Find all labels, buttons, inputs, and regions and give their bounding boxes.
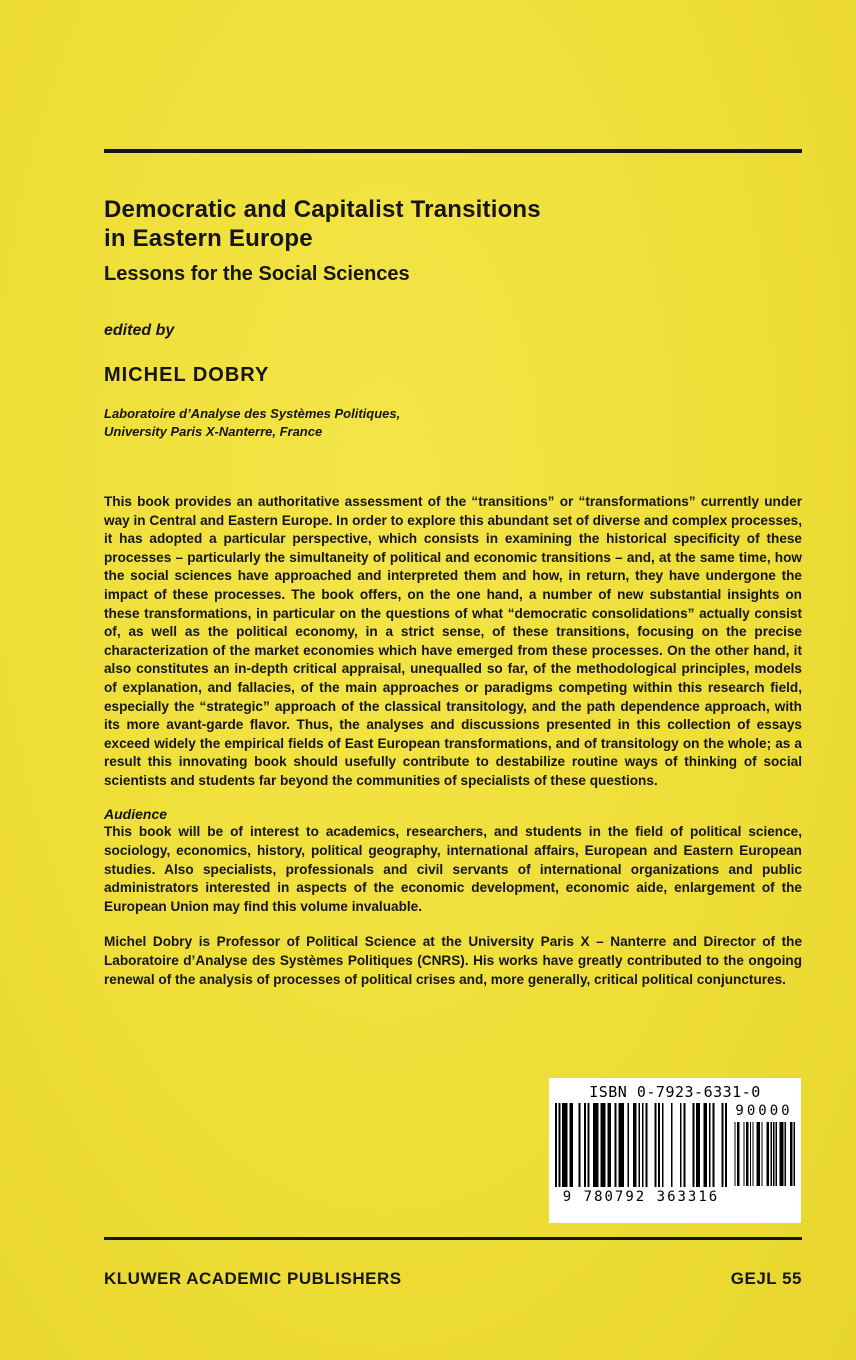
book-title-line2: in Eastern Europe (104, 224, 313, 252)
book-title (104, 196, 802, 254)
book-description: This book provides an authoritative assessment of the “transitions” or “transformations” currently under way in Central and Eastern Europe. In order to explore this abundant set of diverse and complex processes, it has adopted a particular perspective, which consists in examining the historical specificity of these processes – particularly the simultaneity of political and economic transitions – and, at the same time, how the social sciences have approached and interpreted them and how, in return, they have undergone the impact of these processes. The book offers, on the one hand, a number of new substantial insights on these transformations, in particular on the questions of what “democratic consolidations” actually consist of, as well as the political economy, in a strict sense, of these transitions, focusing on the precise characterization of the market economies which have emerged from these processes. On the other hand, it also constitutes an in-depth critical appraisal, unequalled so far, of the methodological principles, models of explanation, and fallacies, of the main approaches or paradigms competing within this research field, especially the “strategic” approach of the classical transitology, and the path dependence approach, with its more avant-garde flavor. Thus, the analyses and discussions presented in this collection of essays exceed widely the empirical fields of East European transformations, and of transitology on the whole; as a result this innovating book should usefully contribute to destabilize routine ways of thinking of social scientists and students far beyond the communities of specialists of these questions. (104, 493, 802, 788)
affiliation-line1: Laboratoire d’Analyse des Systèmes Politiques, (104, 405, 401, 421)
barcode-row (555, 1103, 795, 1205)
ean5-addon-block (733, 1103, 795, 1186)
publisher-name: KLUWER ACADEMIC PUBLISHERS (104, 1269, 402, 1288)
affiliation-line2: University Paris X-Nanterre, France (104, 423, 323, 439)
cover-footer (104, 1237, 802, 1289)
series-code: GEJL 55 (730, 1269, 802, 1288)
book-title-line1: Democratic and Capitalist Transitions (104, 196, 541, 223)
ean13-block (555, 1103, 727, 1205)
isbn-barcode-panel (549, 1078, 801, 1223)
audience-text: This book will be of interest to academics, researchers, and students in the field of political science, sociology, economics, history, political geography, international affairs, European and Eastern European studies. Also specialists, professionals and civil servants of international organizations and public administrators interested in aspects of the economic development, economic aide, enlargement of the European Union may find this volume invaluable. (104, 824, 802, 914)
bottom-rule (104, 1237, 802, 1240)
audience-heading: Audience (104, 806, 168, 823)
editor-affiliation (104, 405, 802, 441)
addon-number: 90000 (735, 1103, 793, 1119)
edited-by-label: edited by (104, 321, 175, 339)
isbn-number: ISBN 0-7923-6331-0 (589, 1083, 761, 1101)
ean13-number: 9 780792 363316 (562, 1189, 720, 1205)
ean13-barcode (555, 1103, 727, 1187)
editor-name: MICHEL DOBRY (104, 363, 270, 386)
book-subtitle: Lessons for the Social Sciences (104, 262, 410, 285)
top-rule (104, 149, 802, 153)
ean5-addon-barcode (733, 1122, 795, 1186)
editor-bio: Michel Dobry is Professor of Political Science at the University Paris X – Nanterre and Director of the Laboratoire d’Analyse des Systèmes Politiques (CNRS). His works have greatly contributed to the ongoing renewal of the analysis of processes of political crises and, more generally, critical political conjunctures. (104, 934, 802, 987)
cover-content (104, 0, 802, 989)
footer-row (104, 1269, 802, 1289)
